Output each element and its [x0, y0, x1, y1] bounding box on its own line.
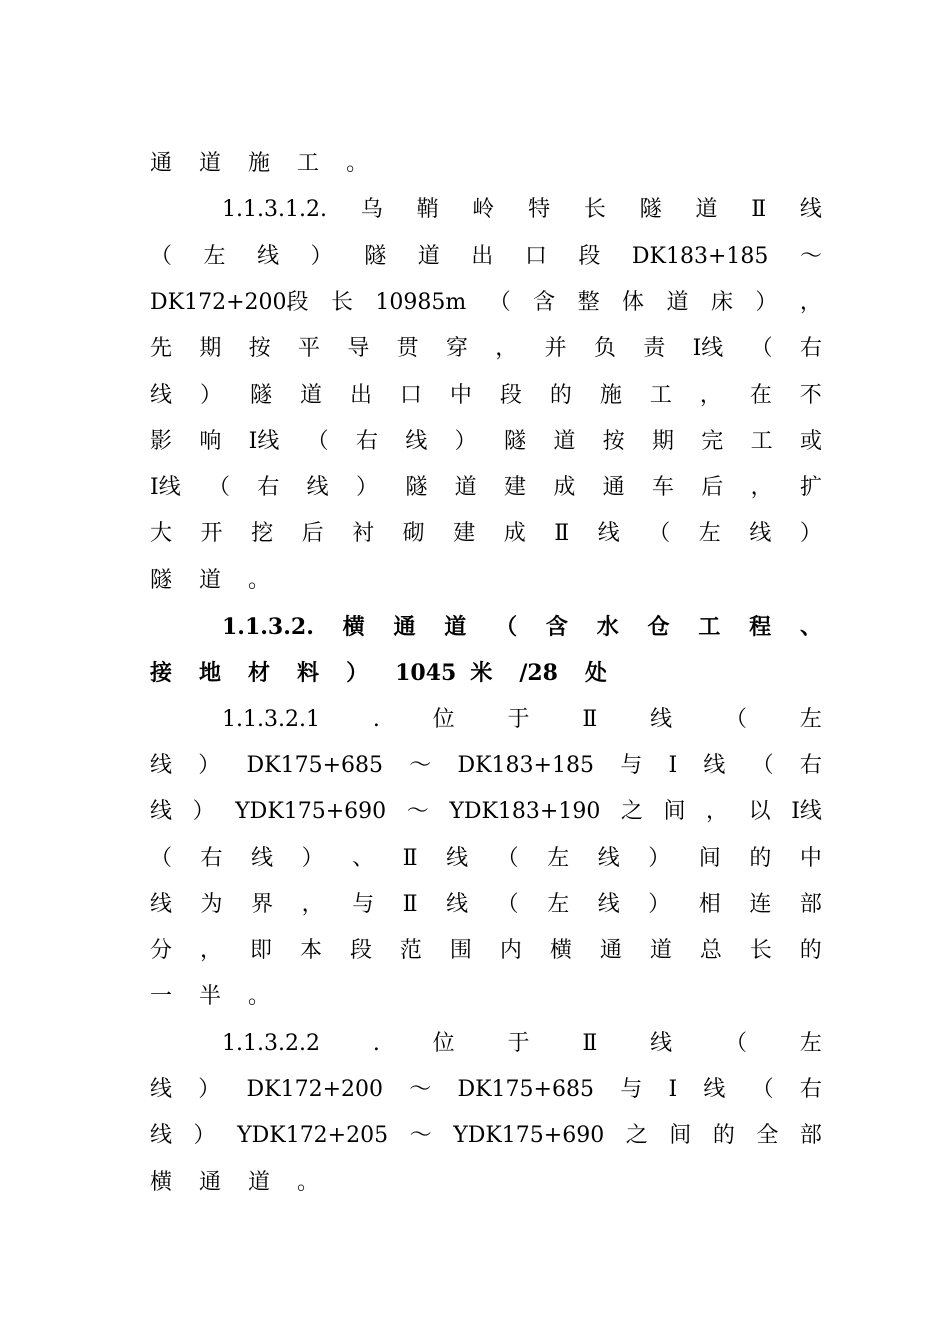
text-line	[150, 934, 822, 968]
text-token: 右	[257, 475, 280, 501]
text-token: ～	[406, 799, 429, 825]
text-token: ）	[192, 799, 215, 825]
text-token: 右	[200, 845, 223, 871]
text-token: 右	[356, 428, 379, 454]
text-token: Ⅰ线	[248, 428, 280, 454]
text-token: 即	[249, 938, 272, 964]
text-token: 建	[503, 475, 526, 501]
text-token: 1045	[395, 660, 457, 687]
text-token: 隧	[150, 567, 173, 593]
text-token: 在	[749, 382, 772, 408]
text-token: Ⅱ	[554, 521, 570, 547]
text-token: ）	[755, 289, 778, 315]
text-token: 线	[749, 521, 772, 547]
text-token: 体	[622, 289, 645, 315]
text-line	[150, 842, 822, 876]
text-token: 范	[399, 938, 422, 964]
text-token: 左	[799, 1030, 822, 1056]
text-token: 1.1.3.1.2.	[222, 197, 327, 223]
text-token: 按	[602, 428, 625, 454]
text-token: 期	[651, 428, 674, 454]
text-token: 左	[547, 891, 570, 917]
text-token: 线	[597, 891, 620, 917]
text-token: 1.1.3.2.2	[222, 1030, 320, 1056]
text-token: 横	[549, 938, 572, 964]
text-line	[150, 147, 822, 181]
text-token: ）	[454, 428, 477, 454]
text-token: DK183+185	[631, 243, 769, 269]
text-token: 责	[643, 336, 666, 362]
text-token: 左	[799, 706, 822, 732]
text-token: ）	[356, 475, 379, 501]
text-token: ）	[301, 845, 324, 871]
text-token: 特	[528, 197, 551, 223]
text-token: ，	[699, 382, 722, 408]
text-token: 贯	[396, 336, 419, 362]
text-token: 不	[799, 382, 822, 408]
text-token: 横	[150, 1169, 173, 1195]
text-line	[150, 1119, 822, 1153]
text-token: 岭	[472, 197, 495, 223]
text-token: Ⅰ线	[150, 475, 181, 501]
text-token: ～	[409, 1077, 432, 1102]
text-token: 道	[299, 382, 322, 408]
text-token: 中	[799, 845, 822, 871]
text-token: （	[750, 336, 773, 362]
text-token: 。	[346, 151, 369, 176]
text-token: 通	[393, 614, 416, 640]
text-token: DK175+685	[457, 1077, 594, 1102]
text-token: 右	[799, 752, 822, 778]
text-token: YDK172+205	[237, 1123, 389, 1149]
text-token: 道	[454, 475, 477, 501]
text-token: （	[648, 521, 671, 547]
text-token: 的	[549, 382, 572, 408]
text-token: Ⅱ	[751, 197, 767, 223]
text-token: 、	[799, 614, 822, 640]
text-token: 与	[620, 1077, 643, 1102]
text-token: 含	[533, 289, 556, 315]
text-token: 穿	[445, 336, 468, 362]
text-token: ，	[750, 475, 773, 501]
text-token: 影	[150, 428, 173, 454]
text-token: ，	[495, 336, 518, 362]
text-token: 并	[544, 336, 567, 362]
text-line	[150, 749, 822, 783]
text-token: 线	[799, 197, 822, 223]
text-token: Ⅰ	[668, 752, 678, 778]
text-line	[222, 610, 822, 644]
text-token: 与	[352, 891, 375, 917]
text-token: 右	[799, 336, 822, 362]
text-token: ～	[409, 752, 432, 778]
text-token: 先	[150, 336, 173, 362]
text-token: 通	[602, 475, 625, 501]
text-line	[150, 1166, 822, 1200]
text-token: 线	[150, 382, 173, 408]
text-token: 全	[756, 1123, 779, 1149]
text-line	[150, 564, 822, 598]
text-token: 材	[248, 660, 271, 687]
text-line	[150, 980, 822, 1014]
text-token: 或	[799, 428, 822, 454]
text-token: 道	[695, 197, 718, 223]
text-token: 砌	[402, 521, 425, 547]
text-token: （	[496, 845, 519, 871]
text-token: 的	[749, 845, 772, 871]
text-token: 施	[599, 382, 622, 408]
text-token: 线	[150, 1077, 173, 1102]
text-token: ）	[799, 521, 822, 547]
text-token: （	[725, 706, 748, 732]
text-token: 负	[593, 336, 616, 362]
text-line	[150, 332, 822, 366]
text-token: 通	[199, 1169, 222, 1195]
text-token: 。	[248, 984, 271, 1010]
text-token: Ⅱ	[582, 1030, 598, 1056]
text-token: 于	[507, 706, 530, 732]
text-token: 线	[150, 891, 173, 917]
text-token: 平	[297, 336, 320, 362]
text-token: ）	[193, 1123, 216, 1149]
text-token: 线	[650, 1030, 673, 1056]
text-token: 。	[297, 1169, 320, 1195]
text-token: 处	[584, 660, 607, 687]
text-token: 工	[649, 382, 672, 408]
text-token: .	[372, 1030, 380, 1056]
text-line	[150, 379, 822, 413]
text-token: 出	[349, 382, 372, 408]
text-token: 围	[449, 938, 472, 964]
text-line	[150, 1073, 822, 1107]
text-token: 线	[703, 752, 726, 778]
text-token: 长	[749, 938, 772, 964]
text-token: 横	[342, 614, 365, 640]
text-token: 后	[301, 521, 324, 547]
text-token: （	[488, 289, 511, 315]
text-token: ～	[409, 1123, 432, 1149]
text-token: Ⅱ	[582, 706, 598, 732]
text-token: 地	[199, 660, 222, 687]
text-token: DK172+200段	[150, 289, 309, 315]
text-token: 响	[199, 428, 222, 454]
text-token: 扩	[799, 475, 822, 501]
text-token: 口	[524, 243, 547, 269]
text-token: （	[495, 614, 518, 640]
text-token: 连	[749, 891, 772, 917]
text-token: ）	[648, 891, 671, 917]
text-token: Ⅰ线	[791, 799, 822, 825]
text-token: 线	[150, 799, 173, 825]
text-token: 部	[799, 891, 822, 917]
text-token: 以	[748, 799, 771, 825]
text-token: /28	[519, 660, 558, 687]
text-token: 的	[712, 1123, 735, 1149]
text-token: 右	[799, 1077, 822, 1102]
text-token: 成	[503, 521, 526, 547]
text-token: 线	[597, 521, 620, 547]
text-token: （	[725, 1030, 748, 1056]
text-token: 工	[698, 614, 721, 640]
text-token: 位	[432, 706, 455, 732]
text-token: ）	[198, 752, 221, 778]
text-line	[222, 1027, 822, 1061]
text-token: 程	[749, 614, 772, 640]
text-token: 道	[199, 151, 222, 176]
text-token: （	[751, 752, 774, 778]
text-token: 间	[698, 845, 721, 871]
text-token: 左	[698, 521, 721, 547]
text-token: 间	[669, 1123, 692, 1149]
text-token: ）	[648, 845, 671, 871]
text-token: 左	[547, 845, 570, 871]
text-token: ，	[799, 289, 822, 315]
text-token: 线	[150, 1123, 173, 1149]
text-token: 。	[248, 567, 271, 593]
text-token: 段	[578, 243, 601, 269]
text-token: 10985m	[375, 289, 467, 315]
text-token: 整	[577, 289, 600, 315]
text-token: 隧	[405, 475, 428, 501]
text-token: （	[496, 891, 519, 917]
text-token: ～	[799, 243, 822, 269]
text-token: ，	[199, 938, 222, 964]
text-token: ，	[706, 799, 729, 825]
text-token: .	[372, 706, 380, 732]
text-token: 隧	[249, 382, 272, 408]
text-token: 线	[446, 891, 469, 917]
text-token: ）	[346, 660, 369, 687]
text-token: 一	[150, 984, 173, 1010]
text-token: （	[150, 243, 173, 269]
text-token: 挖	[251, 521, 274, 547]
text-token: 工	[297, 151, 320, 176]
text-line	[150, 471, 822, 505]
text-token: 衬	[352, 521, 375, 547]
text-token: 于	[507, 1030, 530, 1056]
text-token: 线	[650, 706, 673, 732]
text-token: 按	[248, 336, 271, 362]
text-token: 通	[599, 938, 622, 964]
text-token: DK175+685	[246, 752, 383, 778]
text-token: Ⅱ	[402, 845, 418, 871]
text-token: （	[150, 845, 173, 871]
text-token: 位	[432, 1030, 455, 1056]
text-token: 完	[701, 428, 724, 454]
text-token: 线	[405, 428, 428, 454]
text-token: 之	[625, 1123, 648, 1149]
text-token: 通	[150, 151, 173, 176]
text-token: 工	[750, 428, 773, 454]
text-token: 线	[597, 845, 620, 871]
text-token: 期	[199, 336, 222, 362]
text-token: 道	[666, 289, 689, 315]
text-token: ）	[199, 382, 222, 408]
text-token: 之	[620, 799, 643, 825]
text-token: ，	[301, 891, 324, 917]
text-token: Ⅰ线	[692, 336, 724, 362]
text-token: 长	[330, 289, 353, 315]
text-token: 乌	[360, 197, 383, 223]
text-token: 大	[150, 521, 173, 547]
text-token: 中	[449, 382, 472, 408]
text-token: DK183+185	[457, 752, 594, 778]
text-token: 米	[470, 660, 493, 687]
text-line	[150, 888, 822, 922]
text-line	[150, 517, 822, 551]
text-token: ）	[198, 1077, 221, 1102]
text-token: 施	[248, 151, 271, 176]
text-token: 接	[150, 660, 173, 687]
text-token: 线	[703, 1077, 726, 1102]
text-token: YDK183+190	[449, 799, 601, 825]
text-token: 仓	[647, 614, 670, 640]
text-token: 隧	[364, 243, 387, 269]
text-token: 线	[150, 752, 173, 778]
text-token: Ⅰ	[668, 1077, 678, 1102]
text-token: 左	[203, 243, 226, 269]
text-line	[150, 240, 822, 274]
text-token: 含	[545, 614, 568, 640]
text-token: Ⅱ	[402, 891, 418, 917]
text-line	[222, 703, 822, 737]
text-token: 线	[446, 845, 469, 871]
text-line	[150, 656, 822, 690]
text-token: 线	[257, 243, 280, 269]
text-line	[150, 425, 822, 459]
text-line	[150, 795, 822, 829]
text-token: 部	[799, 1123, 822, 1149]
text-line	[150, 286, 822, 320]
text-token: 道	[417, 243, 440, 269]
text-token: 本	[299, 938, 322, 964]
text-token: 线	[251, 845, 274, 871]
text-token: 后	[701, 475, 724, 501]
text-token: 成	[553, 475, 576, 501]
text-token: 鞘	[416, 197, 439, 223]
text-token: （	[751, 1077, 774, 1102]
text-token: 、	[352, 845, 375, 871]
text-token: 开	[200, 521, 223, 547]
text-token: 段	[349, 938, 372, 964]
text-token: 隧	[639, 197, 662, 223]
text-token: 线	[306, 475, 329, 501]
text-token: 半	[199, 984, 222, 1010]
text-token: 道	[199, 567, 222, 593]
text-token: 床	[710, 289, 733, 315]
text-token: （	[208, 475, 231, 501]
text-token: 分	[150, 938, 173, 964]
text-token: 车	[651, 475, 674, 501]
text-token: 与	[620, 752, 643, 778]
text-token: 1.1.3.2.	[222, 614, 314, 640]
text-token: 料	[297, 660, 320, 687]
text-token: 导	[347, 336, 370, 362]
text-token: 段	[499, 382, 522, 408]
text-token: 隧	[503, 428, 526, 454]
text-line	[222, 193, 822, 227]
text-token: 界	[251, 891, 274, 917]
text-token: 总	[699, 938, 722, 964]
text-token: 间	[663, 799, 686, 825]
text-token: 内	[499, 938, 522, 964]
text-token: 相	[698, 891, 721, 917]
text-token: 建	[453, 521, 476, 547]
text-token: YDK175+690	[235, 799, 387, 825]
text-token: 出	[471, 243, 494, 269]
text-token: 为	[200, 891, 223, 917]
text-token: YDK175+690	[453, 1123, 605, 1149]
text-token: （	[306, 428, 329, 454]
text-token: 道	[248, 1169, 271, 1195]
text-token: ）	[310, 243, 333, 269]
text-token: 道	[649, 938, 672, 964]
text-token: DK172+200	[246, 1077, 383, 1102]
text-token: 长	[583, 197, 606, 223]
text-token: 的	[799, 938, 822, 964]
text-token: 道	[553, 428, 576, 454]
text-token: 1.1.3.2.1	[222, 706, 320, 732]
text-token: 水	[596, 614, 619, 640]
text-token: 口	[399, 382, 422, 408]
text-token: 道	[444, 614, 467, 640]
